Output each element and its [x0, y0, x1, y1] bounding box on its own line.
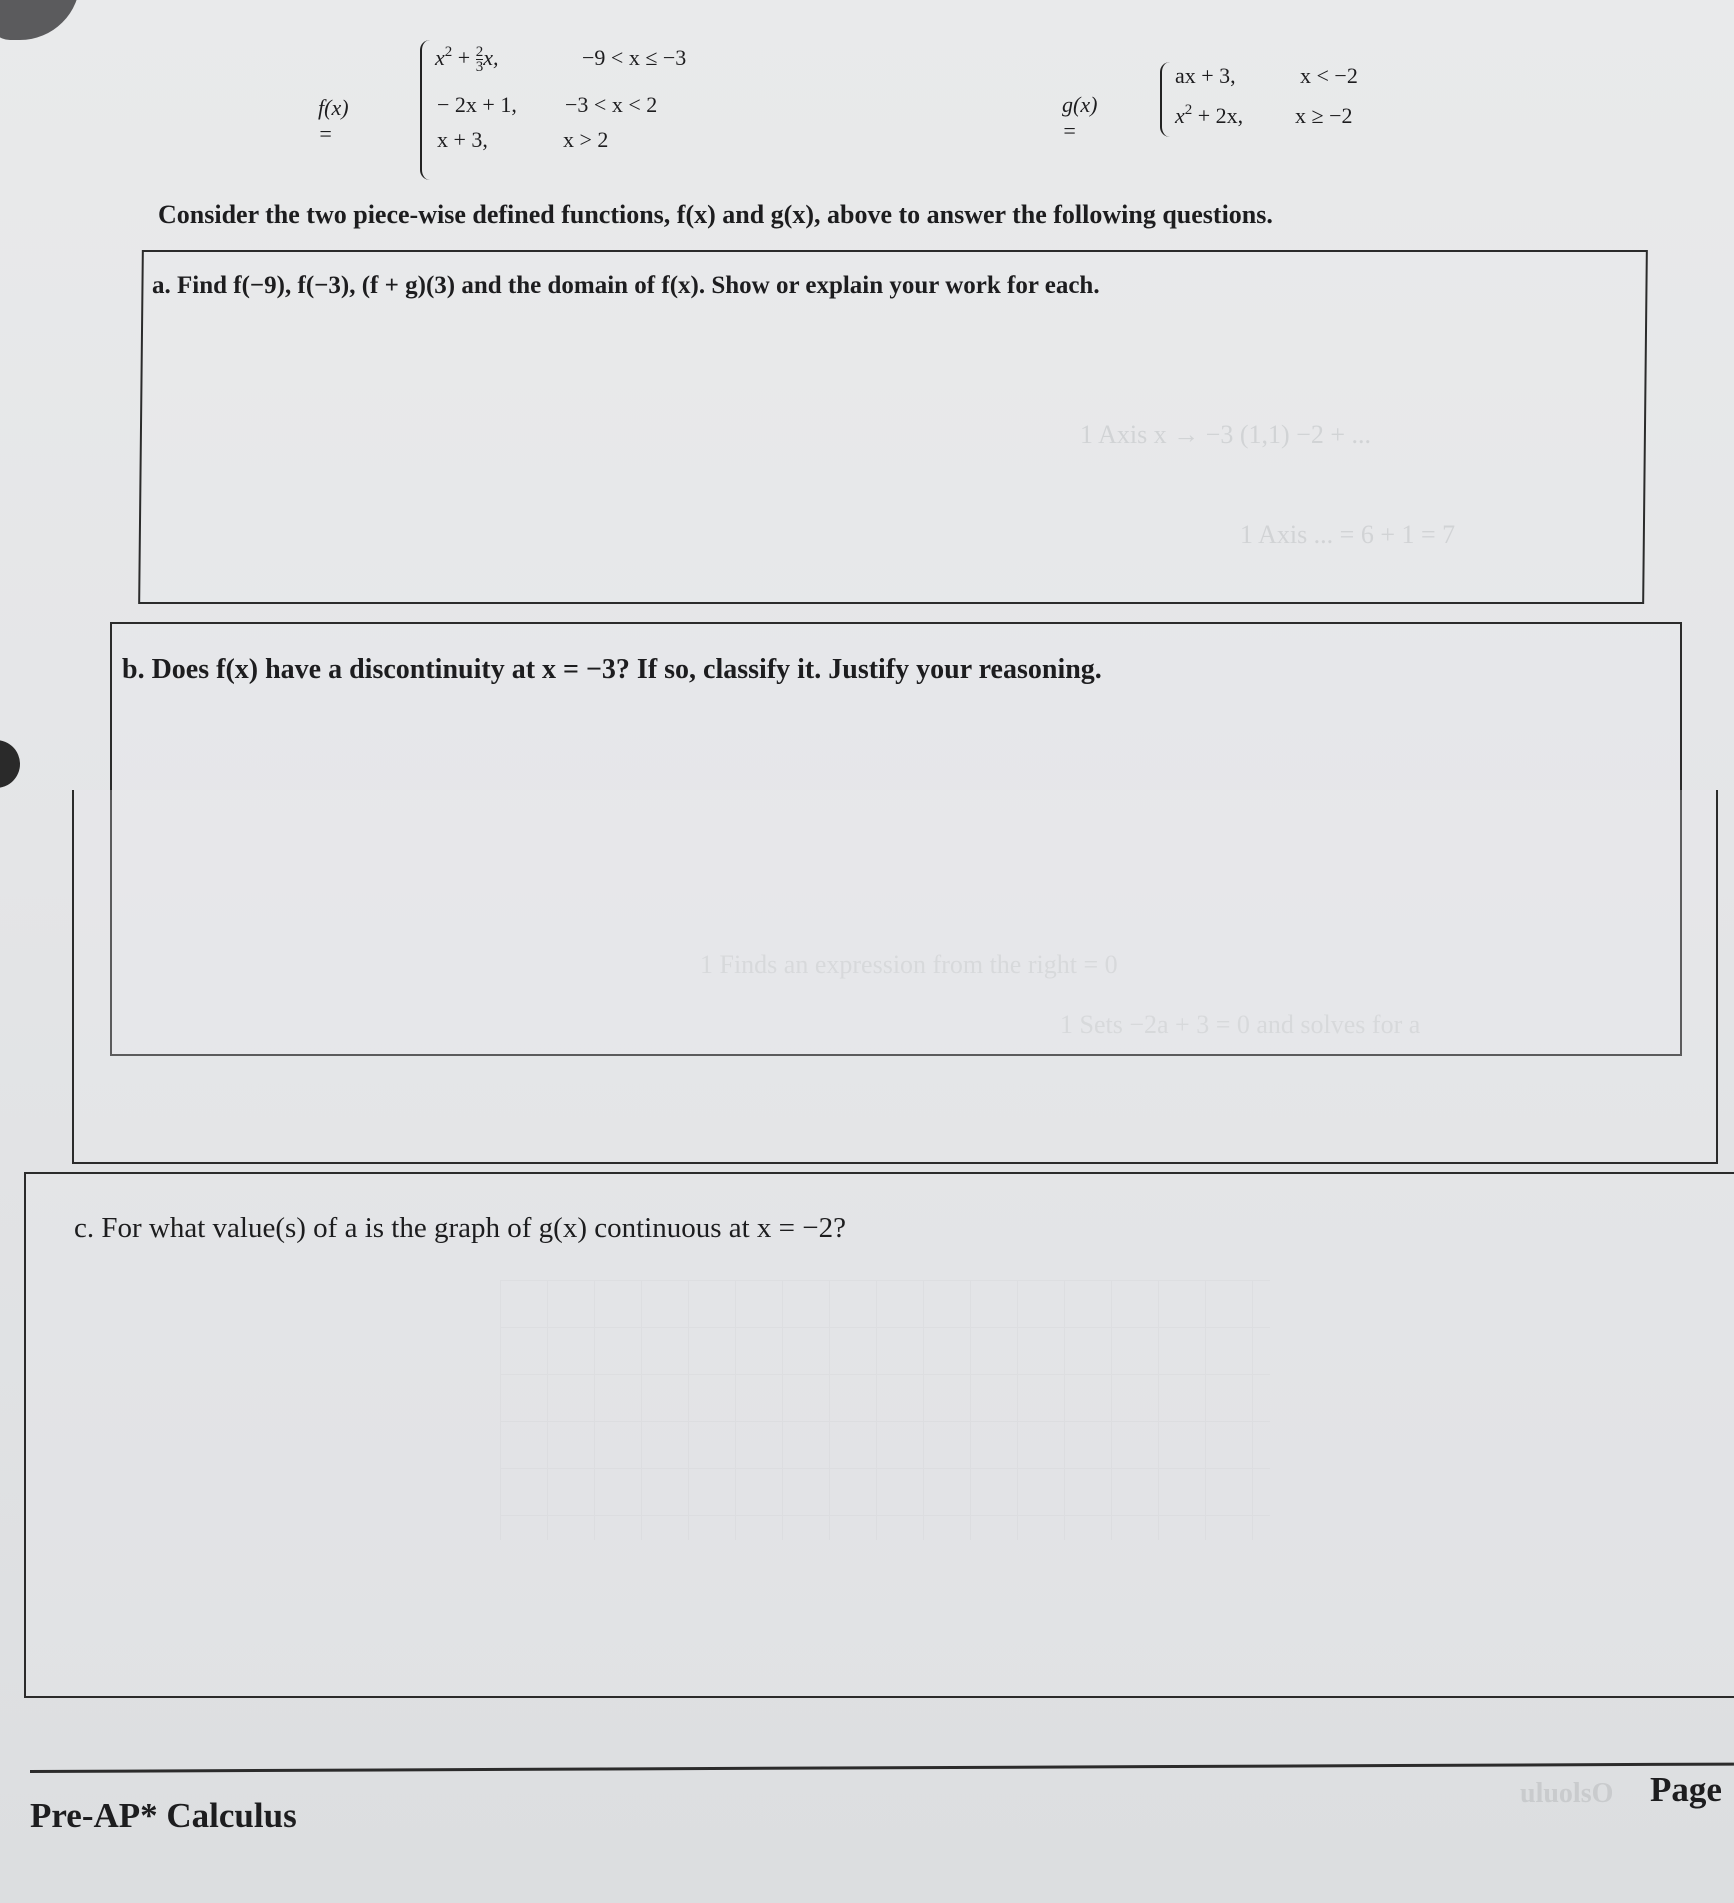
f-case-1-condition: −9 < x ≤ −3	[582, 45, 687, 70]
question-c-box[interactable]	[24, 1172, 1734, 1698]
g-brace	[1160, 62, 1174, 137]
g-case-1-condition: x < −2	[1300, 63, 1358, 88]
f-case-2-expr: − 2x + 1,	[437, 92, 517, 117]
question-a-text: a. Find f(−9), f(−3), (f + g)(3) and the domain of f(x). Show or explain your work for each.	[152, 272, 1100, 299]
f-case-3-condition: x > 2	[563, 127, 609, 152]
question-b-answer-area[interactable]	[72, 790, 1718, 1164]
footer-page-label: Page	[1650, 1770, 1722, 1809]
show-through-text: 1 Axis ... = 6 + 1 = 7	[1240, 520, 1456, 549]
f-case-1-expr: $x^2$ + $\frac{2}{3}$ x,	[435, 44, 499, 76]
question-a-box[interactable]	[138, 250, 1648, 604]
f-brace	[420, 40, 436, 180]
question-c-text: c. For what value(s) of a is the graph of g(x) continuous at x = −2?	[74, 1212, 847, 1244]
f-case-2-condition: −3 < x < 2	[565, 92, 658, 117]
show-through-text: 1 Sets −2a + 3 = 0 and solves for a	[1060, 1010, 1421, 1039]
instructions-text: Consider the two piece-wise defined functions, f(x) and g(x), above to answer the following questions.	[158, 200, 1273, 229]
footer-course-title: Pre-AP* Calculus	[30, 1796, 297, 1835]
g-case-2-condition: x ≥ −2	[1295, 103, 1353, 128]
show-through-text: 1 Axis x → −3 (1,1) −2 + ...	[1080, 420, 1371, 449]
show-through-text: uluolsO	[1520, 1778, 1614, 1809]
g-case-1-expr: ax + 3,	[1175, 63, 1236, 88]
question-b-text: b. Does f(x) have a discontinuity at x = −3? If so, classify it. Justify your reasoning.	[122, 654, 1102, 685]
footer-rule	[30, 1763, 1734, 1773]
f-function-name: f(x) =	[318, 95, 349, 146]
show-through-text: 1 Finds an expression from the right = 0	[700, 950, 1118, 979]
g-case-2-expr: $x^2 + 2x$,	[1175, 102, 1244, 128]
f-case-3-expr: x + 3,	[437, 127, 488, 152]
g-function-name: g(x) =	[1062, 92, 1098, 143]
page-corner-shadow	[0, 0, 80, 40]
binder-hole	[0, 740, 20, 788]
